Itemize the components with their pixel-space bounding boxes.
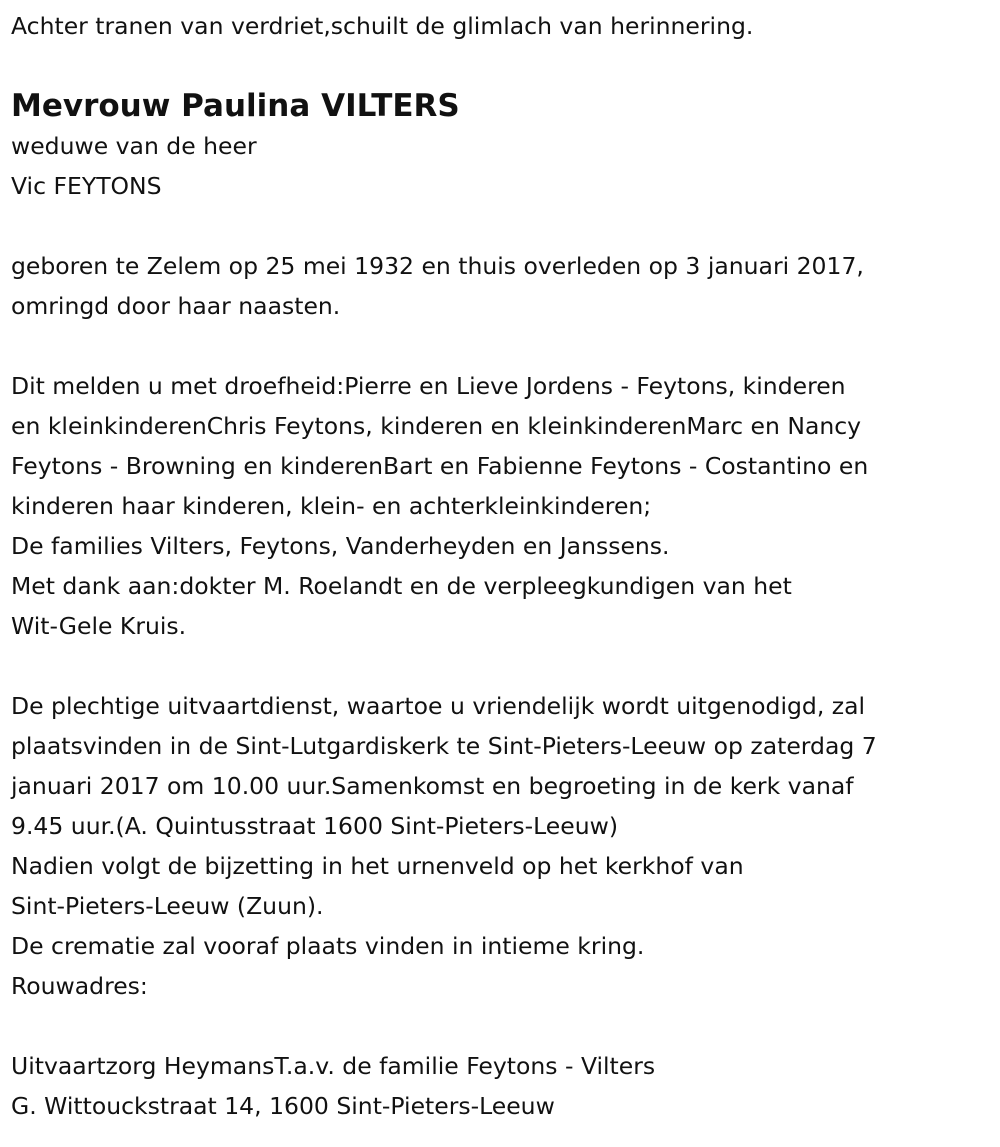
spouse-name: Vic FEYTONS: [11, 172, 162, 200]
funeral-line: plaatsvinden in de Sint-Lutgardiskerk te Sint-Pieters-Leeuw op zaterdag 7: [11, 732, 877, 760]
announcement-line: Wit-Gele Kruis.: [11, 612, 187, 640]
birth-death-line: geboren te Zelem op 25 mei 1932 en thuis overleden op 3 januari 2017,: [11, 252, 864, 280]
announcement-line: kinderen haar kinderen, klein- en achterkleinkinderen;: [11, 492, 652, 520]
announcement-line: en kleinkinderenChris Feytons, kinderen en kleinkinderenMarc en Nancy: [11, 412, 862, 440]
funeral-line: januari 2017 om 10.00 uur.Samenkomst en begroeting in de kerk vanaf: [11, 772, 854, 800]
motto: Achter tranen van verdriet,schuilt de glimlach van herinnering.: [11, 12, 754, 40]
announcement-line: Met dank aan:dokter M. Roelandt en de verpleegkundigen van het: [11, 572, 792, 600]
address-line: Uitvaartzorg HeymansT.a.v. de familie Feytons - Vilters: [11, 1052, 656, 1080]
spouse-line: weduwe van de heer: [11, 132, 257, 160]
address-line: G. Wittouckstraat 14, 1600 Sint-Pieters-Leeuw: [11, 1092, 555, 1120]
funeral-line: De crematie zal vooraf plaats vinden in intieme kring.: [11, 932, 645, 960]
announcement-line: Dit melden u met droefheid:Pierre en Lieve Jordens - Feytons, kinderen: [11, 372, 846, 400]
funeral-line: Sint-Pieters-Leeuw (Zuun).: [11, 892, 324, 920]
funeral-line: De plechtige uitvaartdienst, waartoe u vriendelijk wordt uitgenodigd, zal: [11, 692, 866, 720]
funeral-line: Nadien volgt de bijzetting in het urnenveld op het kerkhof van: [11, 852, 744, 880]
announcement-line: De families Vilters, Feytons, Vanderheyden en Janssens.: [11, 532, 670, 560]
deceased-name: Mevrouw Paulina VILTERS: [11, 88, 460, 124]
announcement-line: Feytons - Browning en kinderenBart en Fabienne Feytons - Costantino en: [11, 452, 869, 480]
funeral-line: Rouwadres:: [11, 972, 148, 1000]
birth-death-line: omringd door haar naasten.: [11, 292, 341, 320]
funeral-line: 9.45 uur.(A. Quintusstraat 1600 Sint-Pieters-Leeuw): [11, 812, 618, 840]
